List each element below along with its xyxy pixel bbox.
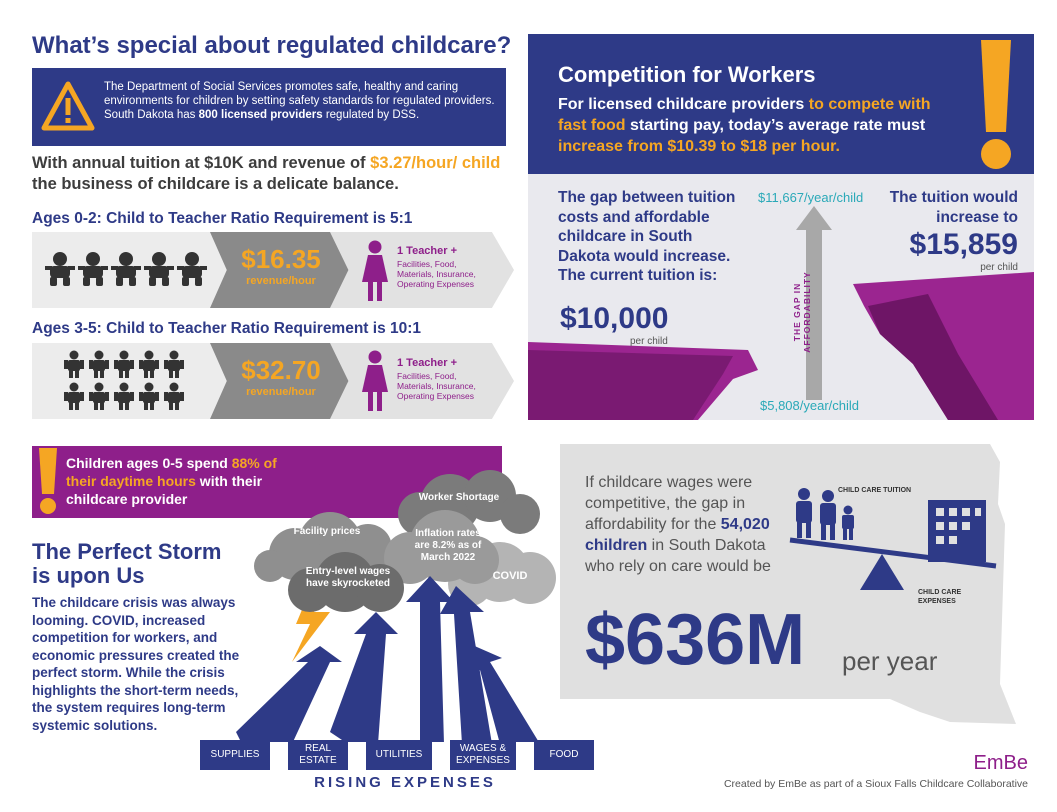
dss-text xyxy=(104,80,499,122)
tuition-increase-text: The tuition would increase to xyxy=(889,189,1018,226)
cloud-label-inflation: Inflation rates are 8.2% as of March 2022 xyxy=(414,528,482,563)
embe-logo: EmBe xyxy=(973,752,1028,774)
storm-title xyxy=(32,540,222,588)
ages-3-5-expenses: Facilities, Food, Materials, Insurance, Operating Expenses xyxy=(397,371,476,401)
wage-text-pre: If childcare wages were competitive, the gap in affordability for the xyxy=(585,474,753,533)
warning-icon xyxy=(40,78,96,134)
tuition-summary xyxy=(32,153,512,195)
storm-title-line-2: is upon Us xyxy=(32,563,145,588)
daytime-highlight: 88% of their daytime hours xyxy=(66,455,277,489)
expense-box-real-estate: REAL ESTATE xyxy=(288,740,348,770)
storm-title-line-1: The Perfect Storm xyxy=(32,539,222,564)
section-title-special: What’s special about regulated childcare? xyxy=(32,32,512,59)
tuition-pre: With annual tuition at $10K and revenue of xyxy=(32,154,371,172)
infant-icons xyxy=(44,250,214,290)
gap-arrow-label: THE GAP IN AFFORDABILITY xyxy=(792,271,812,353)
gap-text: The gap between tuition costs and affordable childcare in South Dakota would increase. The current tuition is: xyxy=(558,189,736,284)
dss-text-post: regulated by DSS. xyxy=(322,109,420,121)
rising-expenses-label: RISING EXPENSES xyxy=(314,774,496,791)
cloud-label-facility: Facility prices xyxy=(293,526,361,537)
expense-box-supplies: SUPPLIES xyxy=(200,740,270,770)
infant-icon xyxy=(45,252,75,286)
ages-3-5-revenue-label: revenue/hour xyxy=(246,386,316,398)
new-tuition-sub: per child xyxy=(980,262,1018,273)
teacher-icon xyxy=(360,350,390,412)
infant-icon xyxy=(177,252,207,286)
cloud-label-wages: Entry-level wages have skyrocketed xyxy=(305,566,391,589)
expenses-seesaw-label: CHILD CARE EXPENSES xyxy=(918,589,962,605)
ages-3-5-title: Ages 3-5: Child to Teacher Ratio Requirement is 10:1 xyxy=(32,320,422,337)
ages-3-5-teacher: 1 Teacher + xyxy=(397,357,458,369)
wage-text xyxy=(585,472,785,577)
ages-0-2-revenue: $16.35 xyxy=(241,244,321,274)
competition-title: Competition for Workers xyxy=(558,62,816,87)
ages-0-2-teacher: 1 Teacher + xyxy=(397,245,458,257)
ages-0-2-expenses: Facilities, Food, Materials, Insurance, Operating Expenses xyxy=(397,259,476,289)
arrow-supplies xyxy=(236,646,342,742)
bottom-rate: $5,808/year/child xyxy=(760,398,860,413)
new-tuition: $15,859 xyxy=(909,228,1018,261)
affordability-gap-total: $636M xyxy=(585,600,806,680)
current-tuition-sub: per child xyxy=(630,336,668,347)
exclamation-icon xyxy=(36,448,60,518)
infant-icon xyxy=(144,252,174,286)
expense-box-food: FOOD xyxy=(534,740,594,770)
teacher-icon xyxy=(360,240,390,302)
competition-text-1: For licensed childcare providers xyxy=(558,96,809,113)
infant-icon xyxy=(111,252,141,286)
tuition-rate: $3.27/hour/ child xyxy=(370,154,501,172)
child-icons xyxy=(62,350,192,412)
expense-box-wages: WAGES & EXPENSES xyxy=(450,740,516,770)
top-rate: $11,667/year/child xyxy=(758,190,864,205)
tuition-post: the business of childcare is a delicate balance. xyxy=(32,175,399,193)
competition-text xyxy=(558,94,958,157)
building-icon xyxy=(928,500,986,562)
dss-text-bold: 800 licensed providers xyxy=(198,109,323,121)
fulcrum-icon xyxy=(860,554,904,590)
credit-line: Created by EmBe as part of a Sioux Falls Childcare Collaborative xyxy=(723,778,1028,790)
arrow-real-estate xyxy=(330,612,398,742)
storm-illustration xyxy=(200,462,580,742)
infant-icon xyxy=(78,252,108,286)
ages-0-2-title: Ages 0-2: Child to Teacher Ratio Requirement is 5:1 xyxy=(32,210,413,227)
expense-box-utilities: UTILITIES xyxy=(366,740,432,770)
ages-3-5-revenue: $32.70 xyxy=(241,355,321,385)
current-tuition: $10,000 xyxy=(560,302,669,335)
daytime-pre: Children ages 0-5 spend xyxy=(66,455,232,471)
cloud-label-covid: COVID xyxy=(492,570,528,582)
ages-0-2-revenue-label: revenue/hour xyxy=(246,275,316,287)
dss-info-box xyxy=(32,68,506,146)
daytime-post: with their childcare provider xyxy=(66,473,263,507)
exclamation-icon xyxy=(978,40,1014,172)
competition-text-3: starting pay, today’s average rate must xyxy=(625,117,926,134)
competition-text-4: increase from $10.39 to $18 per hour. xyxy=(558,138,840,155)
dss-text-pre: The Department of Social Services promotes safe, healthy and caring environments for children by setting safety standards for regulated providers. South Dakota has xyxy=(104,81,495,121)
arrow-utilities xyxy=(406,576,454,742)
wage-children: 54,020 children xyxy=(585,516,770,554)
storm-text: The childcare crisis was always looming. COVID, increased competition for workers, and economic pressures created the perfect storm. While the crisis highlights the short-term needs, the system requires long-term systemic solutions. xyxy=(32,595,240,733)
per-year-label: per year xyxy=(842,646,938,676)
family-icon xyxy=(796,488,854,540)
competition-text-2: to compete with fast food xyxy=(558,96,931,134)
cloud-label-worker: Worker Shortage xyxy=(418,492,500,503)
tuition-seesaw-label: CHILD CARE TUITION xyxy=(838,487,912,494)
wage-text-post: in South Dakota who rely on care would be xyxy=(585,537,771,575)
